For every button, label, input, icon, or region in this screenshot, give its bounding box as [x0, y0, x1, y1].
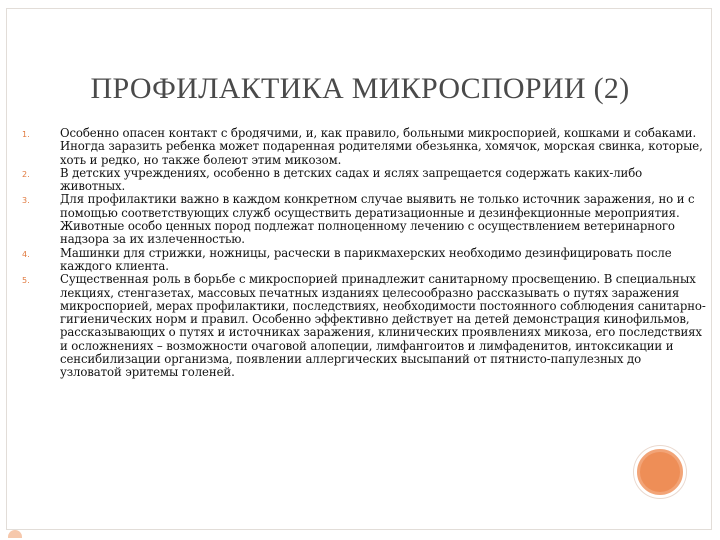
item-number: 4. [22, 249, 30, 259]
item-text: В детских учреждениях, особенно в детских садах и яслях запрещается содержать каких-либо животных. [60, 165, 643, 194]
item-number: 2. [22, 169, 30, 179]
item-number: 3. [22, 196, 30, 206]
item-number: 5. [22, 276, 30, 286]
item-number: 1. [22, 130, 30, 139]
slide-title: ПРОФИЛАКТИКА МИКРОСПОРИИ (2) [90, 72, 630, 105]
list-item [22, 247, 706, 274]
decorative-circle-inner-icon [640, 452, 680, 492]
list-item [22, 193, 706, 246]
list-item [22, 127, 706, 167]
item-text: Для профилактики важно в каждом конкретном случае выявить не только источник заражения, но и с помощью соответствующих служб осуществить дератизационные и дезинфекционные мероприятия. Животные особо ценных пород подлежат полноценному лечению с осуществлением ветеринарного надзора за их излеченностью. [60, 192, 695, 247]
item-text: Существенная роль в борьбе с микроспорией принадлежит санитарному просвещению. В специальных лекциях, стенгазетах, массовых печатных изданиях целесообразно рассказывать о путях заражения микроспорией, мерах профилактики, последствиях, необходимости постоянного соблюдения санитарно-гигиенических норм и правил. Особенно эффективно действует на детей демонстрация кинофильмов, рассказывающих о путях и источниках заражения, клинических проявлениях микоза, его последствиях и осложнениях – возможности очаговой алопеции, лимфангоитов и лимфаденитов, интоксикации и сенсибилизации организма, появлении аллергических высыпаний от пятнисто-папулезных до узловатой эритемы голеней. [60, 272, 706, 380]
list-item [22, 167, 706, 194]
content-list [22, 127, 706, 380]
list-item [22, 273, 706, 379]
item-text: Машинки для стрижки, ножницы, расчески в парикмахерских необходимо дезинфицировать после каждого клиента. [60, 245, 672, 273]
decorative-semicircle-icon [8, 530, 22, 538]
item-text: Особенно опасен контакт с бродячими, и, как правило, больными микроспорией, кошками и собаками. Иногда заразить ребенка может подаренная родителями обезьянка, хомячок, морская свинка, которые, хоть и редко, но также болеют этим микозом. [60, 126, 703, 167]
